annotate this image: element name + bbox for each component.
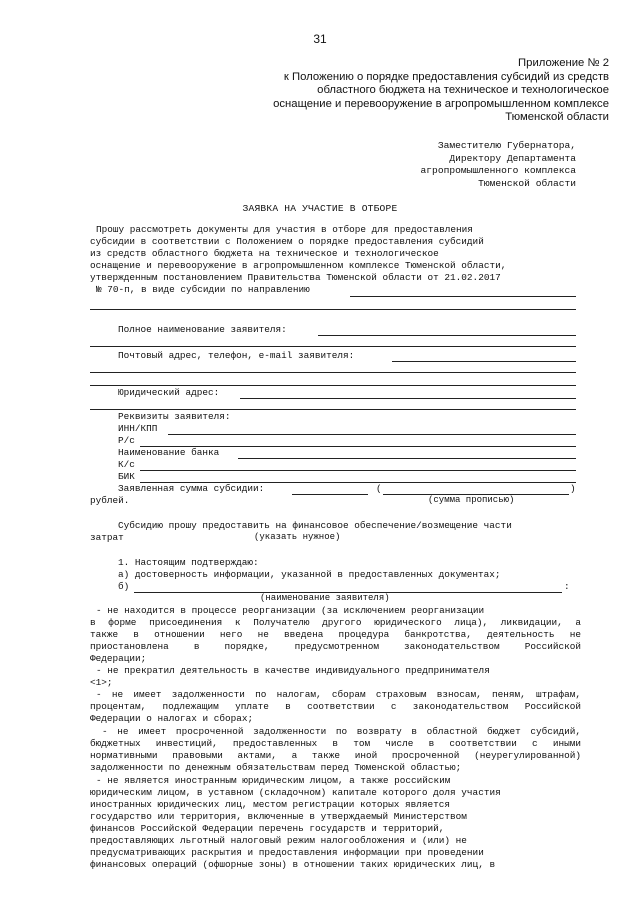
addressee-line: агропромышленного комплекса: [420, 165, 576, 177]
paren-open: (: [376, 483, 382, 494]
paragraph-line: процентам, подлежащим уплате в соответствии с законодательством Российской: [90, 701, 581, 712]
confirm-header: 1. Настоящим подтверждаю:: [118, 557, 259, 568]
paragraph-line: бюджетных инвестиций, предоставленных в том числе в соответствии с иными: [90, 738, 581, 749]
footnote-ref: <1>;: [90, 677, 113, 688]
purpose-caption: (указать нужное): [254, 532, 341, 542]
legal-address-label: Юридический адрес:: [118, 387, 220, 398]
postal-input-line[interactable]: [392, 361, 576, 362]
appendix-header: [189, 57, 609, 125]
confirm-a: а) достоверность информации, указанной в предоставленных документах;: [118, 569, 501, 580]
direction-input-line[interactable]: [350, 296, 576, 297]
ks-label: К/с: [118, 459, 135, 470]
purpose-line: Субсидию прошу предоставить на финансовое обеспечение/возмещение части: [118, 520, 512, 531]
paragraph-line: в форме присоединения к Получателю другого юридического лица), ликвидации, а: [90, 617, 581, 628]
confirm-colon: :: [564, 581, 570, 592]
paragraph-line: задолженности по денежным обязательствам перед Тюменской областью;: [90, 762, 462, 773]
ks-input-line[interactable]: [140, 470, 576, 471]
requisites-label: Реквизиты заявителя:: [118, 411, 231, 422]
paragraph-line: Федерации;: [90, 653, 147, 664]
full-name-label: Полное наименование заявителя:: [118, 324, 287, 335]
appendix-line: Тюменской области: [505, 111, 609, 124]
appendix-line: областного бюджета на техническое и технологическое: [317, 84, 609, 97]
paragraph-line: государство или территория, включенные в утверждаемый Министерством: [90, 811, 467, 822]
full-name-input-line-2[interactable]: [90, 346, 576, 347]
paragraph-line: - не находится в процессе реорганизации (за исключением реорганизации: [96, 605, 485, 616]
paragraph-line: финансовых операций (офшорные зоны) в отношении таких юридических лиц, в: [90, 859, 496, 870]
direction-input-line-2[interactable]: [90, 309, 576, 310]
amount-label: Заявленная сумма субсидии:: [118, 483, 265, 494]
addressee-block: [276, 140, 576, 190]
postal-input-line-2[interactable]: [90, 372, 576, 373]
legal-address-input-line-2[interactable]: [90, 409, 576, 410]
paragraph-line: - не прекратил деятельность в качестве индивидуального предпринимателя: [96, 665, 490, 676]
paragraph-line: - не имеет задолженности по налогам, сборам страховым взносам, пеням, штрафам,: [96, 689, 581, 700]
full-name-input-line[interactable]: [318, 335, 576, 336]
intro-line: из средств областного бюджета на техническое и технологическое: [90, 248, 439, 259]
addressee-line: Тюменской области: [478, 177, 576, 189]
paren-close: ): [570, 483, 576, 494]
amount-words-caption: (сумма прописью): [428, 495, 515, 505]
purpose-costs: затрат: [90, 532, 124, 543]
postal-label: Почтовый адрес, телефон, e-mail заявителя:: [118, 350, 355, 361]
paragraph-line: финансов Российской Федерации перечень государств и территорий,: [90, 823, 445, 834]
postal-input-line-3[interactable]: [90, 385, 576, 386]
amount-input-line[interactable]: [292, 494, 368, 495]
bank-label: Наименование банка: [118, 447, 220, 458]
form-title: ЗАЯВКА НА УЧАСТИЕ В ОТБОРЕ: [242, 203, 398, 214]
paragraph-line: юридическим лицом, в уставном (складочном) капитале которого доля участия: [90, 787, 501, 798]
inn-label: ИНН/КПП: [118, 423, 158, 434]
paragraph-line: - не является иностранным юридическим лицом, а также российским: [96, 775, 451, 786]
bik-label: БИК: [118, 471, 135, 482]
inn-input-line[interactable]: [168, 434, 576, 435]
paragraph-line: предусматривающих раскрытия и предоставления информации при проведении: [90, 847, 484, 858]
addressee-line: Директору Департамента: [449, 152, 576, 164]
intro-line: субсидии в соответствии с Положением о порядке предоставления субсидий: [90, 236, 484, 247]
paragraph-line: приостановлена в порядке, предусмотренном законодательством Российской: [90, 641, 581, 652]
intro-line: утвержденным постановлением Правительства Тюменской области от 21.02.2017: [90, 272, 501, 283]
rubles-label: рублей.: [90, 495, 130, 506]
appendix-line: к Положению о порядке предоставления субсидий из средств: [283, 70, 609, 83]
appendix-line: оснащение и перевооружение в агропромышленном комплексе: [273, 97, 609, 110]
paragraph-line: - не имеет просроченной задолженности по возврату в областной бюджет субсидий,: [102, 726, 581, 737]
intro-line: Прошу рассмотреть документы для участия в отборе для предоставления: [96, 224, 473, 235]
legal-address-input-line[interactable]: [240, 398, 576, 399]
appendix-title: Приложение № 2: [518, 57, 609, 69]
rs-label: Р/с: [118, 435, 135, 446]
intro-line: оснащение и перевооружение в агропромышленном комплексе Тюменской области,: [90, 260, 507, 271]
paragraph-line: нормативными правовыми актами, а также иной просроченной (неурегулированной): [90, 750, 581, 761]
bank-input-line[interactable]: [238, 458, 576, 459]
intro-line: № 70-п, в виде субсидии по направлению: [96, 284, 310, 295]
addressee-line: Заместителю Губернатора,: [437, 140, 576, 151]
applicant-caption: (наименование заявителя): [260, 593, 390, 603]
paragraph-line: иностранных юридических лиц, местом регистрации которых является: [90, 799, 451, 810]
paragraph-line: предоставляющих льготный налоговый режим налогообложения и (или) не: [90, 835, 467, 846]
paragraph-line: Федерации о налогах и сборах;: [90, 713, 254, 724]
page-number: 31: [313, 32, 327, 46]
paragraph-line: также в отношении него не введена процедура банкротства, деятельность не: [90, 629, 581, 640]
confirm-b: б): [118, 581, 130, 592]
